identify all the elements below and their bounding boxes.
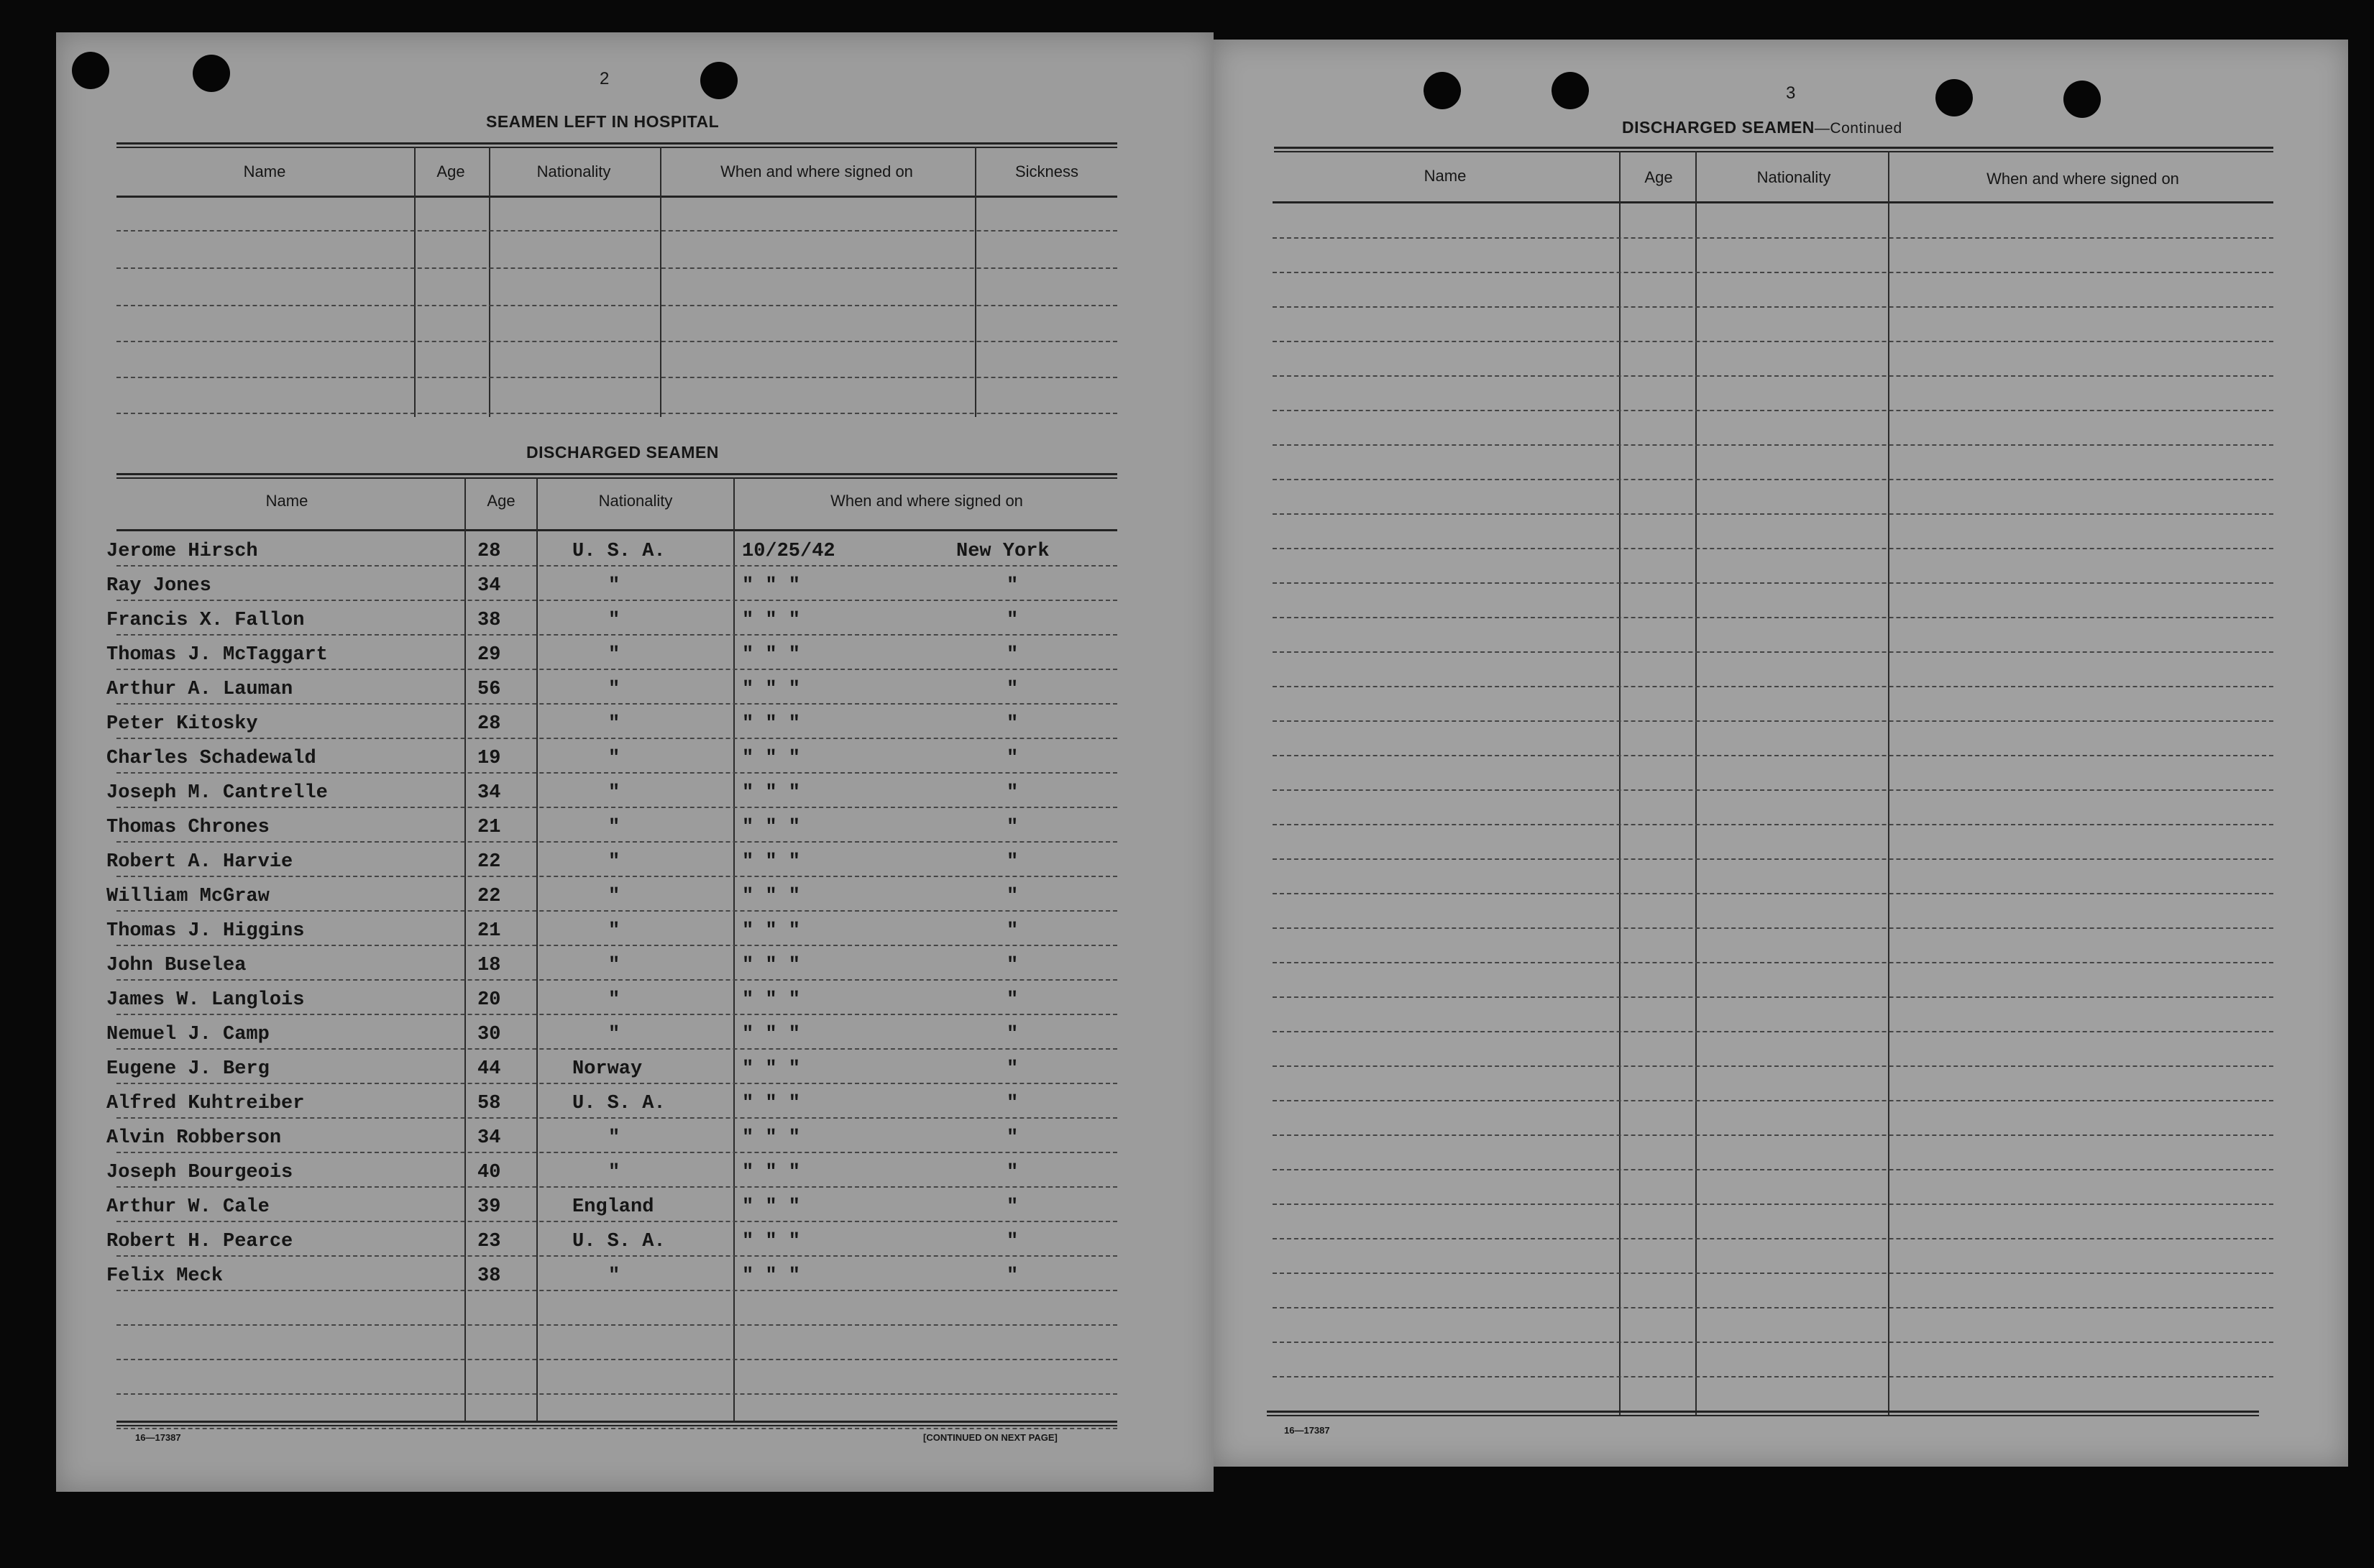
table-row-line bbox=[116, 1221, 1117, 1222]
blank-row-line bbox=[1273, 1376, 2273, 1377]
seaman-age: 20 bbox=[477, 989, 501, 1011]
right-header-rule bbox=[1273, 201, 2273, 203]
seaman-age: 58 bbox=[477, 1093, 501, 1114]
blank-row-line bbox=[1273, 824, 2273, 825]
seaman-age: 22 bbox=[477, 851, 501, 873]
blank-row-line bbox=[1273, 479, 2273, 480]
table-row-line bbox=[116, 1324, 1117, 1326]
seaman-name: Nemuel J. Camp bbox=[106, 1024, 270, 1045]
seaman-nationality: " bbox=[608, 817, 620, 838]
right-top-rule bbox=[1274, 147, 2273, 152]
seaman-nationality: " bbox=[608, 920, 620, 942]
discharged-header-rule bbox=[116, 529, 1117, 531]
hospital-col-nationality: Nationality bbox=[536, 162, 611, 180]
blank-row-line bbox=[1273, 1134, 2273, 1136]
seaman-age: 38 bbox=[477, 610, 501, 631]
blank-row-line bbox=[1273, 893, 2273, 894]
table-row-line bbox=[116, 1014, 1117, 1015]
blank-row-line bbox=[1273, 996, 2273, 998]
seaman-nationality: " bbox=[608, 1024, 620, 1045]
right-bottom-rule bbox=[1267, 1411, 2259, 1416]
signed-on-date: " " " bbox=[742, 1162, 801, 1183]
blank-row-line bbox=[1273, 755, 2273, 756]
blank-row-line bbox=[1273, 341, 2273, 342]
discharged-col-name: Name bbox=[265, 492, 308, 510]
discharged-top-rule bbox=[116, 473, 1117, 479]
blank-row-line bbox=[1273, 582, 2273, 584]
seaman-age: 21 bbox=[477, 817, 501, 838]
seaman-nationality: " bbox=[608, 886, 620, 907]
discharged-divider bbox=[464, 477, 466, 1421]
seaman-nationality: " bbox=[608, 1265, 620, 1287]
seaman-age: 21 bbox=[477, 920, 501, 942]
seaman-nationality: " bbox=[608, 713, 620, 735]
right-title-continued: —Continued bbox=[1814, 120, 1902, 137]
table-row-line bbox=[116, 1152, 1117, 1153]
seaman-nationality: " bbox=[608, 575, 620, 597]
seaman-name: Thomas J. McTaggart bbox=[106, 644, 328, 666]
seaman-age: 29 bbox=[477, 644, 501, 666]
seaman-nationality: " bbox=[608, 748, 620, 769]
seaman-name: Joseph M. Cantrelle bbox=[106, 782, 328, 804]
seaman-name: Alfred Kuhtreiber bbox=[106, 1093, 305, 1114]
seaman-name: Eugene J. Berg bbox=[106, 1058, 270, 1080]
seaman-nationality: " bbox=[608, 679, 620, 700]
hospital-row-line bbox=[116, 267, 1117, 269]
seaman-nationality: " bbox=[608, 1127, 620, 1149]
seaman-nationality: U. S. A. bbox=[572, 541, 666, 562]
seaman-nationality: " bbox=[608, 1162, 620, 1183]
hospital-row-line bbox=[116, 377, 1117, 378]
punch-hole bbox=[72, 52, 109, 89]
hospital-row-line bbox=[116, 413, 1117, 414]
seaman-nationality: U. S. A. bbox=[572, 1231, 666, 1252]
signed-on-date: " " " bbox=[742, 920, 801, 942]
table-row-line bbox=[116, 772, 1117, 774]
hospital-row-line bbox=[116, 341, 1117, 342]
page-number-right: 3 bbox=[1786, 83, 1796, 103]
table-row-line bbox=[116, 876, 1117, 877]
blank-row-line bbox=[1273, 1342, 2273, 1343]
signed-on-date: " " " bbox=[742, 1024, 801, 1045]
signed-on-place: " bbox=[1007, 817, 1019, 838]
signed-on-date: " " " bbox=[742, 575, 801, 597]
signed-on-place: " bbox=[1007, 1231, 1019, 1252]
seaman-nationality: " bbox=[608, 955, 620, 976]
blank-row-line bbox=[1273, 651, 2273, 653]
discharged-col-nationality: Nationality bbox=[598, 492, 673, 510]
signed-on-date: 10/25/42 bbox=[742, 541, 835, 562]
blank-row-line bbox=[1273, 306, 2273, 308]
seaman-name: Thomas J. Higgins bbox=[106, 920, 305, 942]
blank-row-line bbox=[1273, 1307, 2273, 1308]
discharged-col-age: Age bbox=[487, 492, 515, 510]
seaman-name: John Buselea bbox=[106, 955, 247, 976]
punch-hole bbox=[2063, 81, 2101, 118]
blank-row-line bbox=[1273, 858, 2273, 860]
seaman-age: 34 bbox=[477, 1127, 501, 1149]
hospital-col-name: Name bbox=[243, 162, 286, 180]
seaman-name: Charles Schadewald bbox=[106, 748, 316, 769]
footer-code-left: 16—17387 bbox=[135, 1432, 181, 1443]
table-row-line bbox=[116, 634, 1117, 636]
signed-on-place: " bbox=[1007, 748, 1019, 769]
punch-hole bbox=[1552, 72, 1589, 109]
table-row-line bbox=[116, 1428, 1117, 1429]
blank-row-line bbox=[1273, 444, 2273, 446]
signed-on-place: New York bbox=[956, 541, 1050, 562]
seaman-name: James W. Langlois bbox=[106, 989, 305, 1011]
blank-row-line bbox=[1273, 410, 2273, 411]
signed-on-date: " " " bbox=[742, 1231, 801, 1252]
signed-on-place: " bbox=[1007, 644, 1019, 666]
signed-on-date: " " " bbox=[742, 644, 801, 666]
signed-on-place: " bbox=[1007, 1127, 1019, 1149]
signed-on-date: " " " bbox=[742, 748, 801, 769]
table-row-line bbox=[116, 1048, 1117, 1050]
table-row-line bbox=[116, 1255, 1117, 1257]
blank-row-line bbox=[1273, 962, 2273, 963]
right-title-main: DISCHARGED SEAMEN bbox=[1622, 118, 1815, 137]
seaman-nationality: " bbox=[608, 851, 620, 873]
right-page bbox=[1214, 40, 2348, 1467]
table-row-line bbox=[116, 910, 1117, 912]
table-row-line bbox=[116, 841, 1117, 843]
seaman-name: Thomas Chrones bbox=[106, 817, 270, 838]
signed-on-place: " bbox=[1007, 851, 1019, 873]
signed-on-date: " " " bbox=[742, 886, 801, 907]
seaman-name: Robert A. Harvie bbox=[106, 851, 293, 873]
signed-on-place: " bbox=[1007, 1058, 1019, 1080]
right-section-title bbox=[1622, 118, 1902, 137]
table-row-line bbox=[116, 1359, 1117, 1360]
seaman-age: 39 bbox=[477, 1196, 501, 1218]
table-row-line bbox=[116, 1290, 1117, 1291]
signed-on-date: " " " bbox=[742, 1196, 801, 1218]
signed-on-place: " bbox=[1007, 782, 1019, 804]
seaman-name: Alvin Robberson bbox=[106, 1127, 282, 1149]
seaman-name: Ray Jones bbox=[106, 575, 211, 597]
blank-row-line bbox=[1273, 617, 2273, 618]
signed-on-place: " bbox=[1007, 575, 1019, 597]
signed-on-place: " bbox=[1007, 920, 1019, 942]
seaman-name: Arthur W. Cale bbox=[106, 1196, 270, 1218]
seaman-nationality: " bbox=[608, 989, 620, 1011]
signed-on-date: " " " bbox=[742, 1058, 801, 1080]
right-col-signed-on: When and where signed on bbox=[1986, 170, 2179, 188]
signed-on-date: " " " bbox=[742, 713, 801, 735]
table-row-line bbox=[116, 1393, 1117, 1395]
blank-row-line bbox=[1273, 1273, 2273, 1274]
seaman-age: 34 bbox=[477, 782, 501, 804]
seaman-nationality: Norway bbox=[572, 1058, 643, 1080]
hospital-col-signed-on: When and where signed on bbox=[720, 162, 913, 180]
blank-row-line bbox=[1273, 548, 2273, 549]
signed-on-date: " " " bbox=[742, 1127, 801, 1149]
seaman-nationality: U. S. A. bbox=[572, 1093, 666, 1114]
signed-on-date: " " " bbox=[742, 610, 801, 631]
table-row-line bbox=[116, 979, 1117, 981]
seaman-name: Francis X. Fallon bbox=[106, 610, 305, 631]
blank-row-line bbox=[1273, 272, 2273, 273]
table-row-line bbox=[116, 600, 1117, 601]
signed-on-place: " bbox=[1007, 1196, 1019, 1218]
hospital-top-rule bbox=[116, 142, 1117, 148]
seaman-age: 38 bbox=[477, 1265, 501, 1287]
seaman-name: Robert H. Pearce bbox=[106, 1231, 293, 1252]
blank-row-line bbox=[1273, 1065, 2273, 1067]
seaman-name: Peter Kitosky bbox=[106, 713, 258, 735]
blank-row-line bbox=[1273, 686, 2273, 687]
signed-on-place: " bbox=[1007, 1024, 1019, 1045]
seaman-age: 19 bbox=[477, 748, 501, 769]
right-col-age: Age bbox=[1644, 168, 1673, 186]
punch-hole bbox=[1424, 72, 1461, 109]
hospital-row-line bbox=[116, 305, 1117, 306]
signed-on-place: " bbox=[1007, 955, 1019, 976]
table-row-line bbox=[116, 1186, 1117, 1188]
discharged-col-signed-on: When and where signed on bbox=[830, 492, 1023, 510]
blank-row-line bbox=[1273, 1100, 2273, 1101]
table-row-line bbox=[116, 807, 1117, 808]
signed-on-place: " bbox=[1007, 1093, 1019, 1114]
seaman-name: William McGraw bbox=[106, 886, 270, 907]
seaman-age: 40 bbox=[477, 1162, 501, 1183]
signed-on-date: " " " bbox=[742, 817, 801, 838]
blank-row-line bbox=[1273, 1031, 2273, 1032]
table-row-line bbox=[116, 565, 1117, 567]
blank-row-line bbox=[1273, 789, 2273, 791]
signed-on-date: " " " bbox=[742, 782, 801, 804]
table-row-line bbox=[116, 1083, 1117, 1084]
signed-on-date: " " " bbox=[742, 1265, 801, 1287]
blank-row-line bbox=[1273, 375, 2273, 377]
seaman-age: 28 bbox=[477, 713, 501, 735]
signed-on-date: " " " bbox=[742, 1093, 801, 1114]
blank-row-line bbox=[1273, 237, 2273, 239]
hospital-row-line bbox=[116, 230, 1117, 231]
table-row-line bbox=[116, 669, 1117, 670]
seaman-name: Joseph Bourgeois bbox=[106, 1162, 293, 1183]
blank-row-line bbox=[1273, 1238, 2273, 1239]
seaman-age: 56 bbox=[477, 679, 501, 700]
signed-on-place: " bbox=[1007, 679, 1019, 700]
signed-on-place: " bbox=[1007, 610, 1019, 631]
punch-hole bbox=[700, 62, 738, 99]
seaman-age: 22 bbox=[477, 886, 501, 907]
right-col-nationality: Nationality bbox=[1756, 168, 1831, 186]
blank-row-line bbox=[1273, 927, 2273, 929]
seaman-age: 30 bbox=[477, 1024, 501, 1045]
discharged-divider bbox=[733, 477, 735, 1421]
footer-code-right: 16—17387 bbox=[1284, 1425, 1330, 1436]
punch-hole bbox=[193, 55, 230, 92]
signed-on-place: " bbox=[1007, 713, 1019, 735]
signed-on-date: " " " bbox=[742, 989, 801, 1011]
hospital-col-sickness: Sickness bbox=[1014, 162, 1079, 180]
blank-row-line bbox=[1273, 1203, 2273, 1205]
discharged-divider bbox=[536, 477, 538, 1421]
continued-note: [CONTINUED ON NEXT PAGE] bbox=[923, 1432, 1058, 1443]
signed-on-date: " " " bbox=[742, 955, 801, 976]
signed-on-place: " bbox=[1007, 1162, 1019, 1183]
signed-on-place: " bbox=[1007, 886, 1019, 907]
page-number-left: 2 bbox=[600, 69, 610, 88]
hospital-header-rule bbox=[116, 196, 1117, 198]
discharged-bottom-rule bbox=[116, 1421, 1117, 1426]
seaman-age: 28 bbox=[477, 541, 501, 562]
signed-on-date: " " " bbox=[742, 851, 801, 873]
signed-on-place: " bbox=[1007, 989, 1019, 1011]
seaman-nationality: " bbox=[608, 782, 620, 804]
seaman-nationality: " bbox=[608, 610, 620, 631]
hospital-section-title: SEAMEN LEFT IN HOSPITAL bbox=[486, 112, 720, 131]
blank-row-line bbox=[1273, 720, 2273, 722]
blank-row-line bbox=[1273, 513, 2273, 515]
seaman-nationality: " bbox=[608, 644, 620, 666]
table-row-line bbox=[116, 945, 1117, 946]
hospital-col-age: Age bbox=[436, 162, 465, 180]
seaman-age: 44 bbox=[477, 1058, 501, 1080]
table-row-line bbox=[116, 738, 1117, 739]
seaman-name: Jerome Hirsch bbox=[106, 541, 258, 562]
seaman-name: Felix Meck bbox=[106, 1265, 224, 1287]
discharged-section-title: DISCHARGED SEAMEN bbox=[526, 443, 719, 462]
right-col-name: Name bbox=[1424, 167, 1467, 185]
seaman-age: 23 bbox=[477, 1231, 501, 1252]
seaman-age: 18 bbox=[477, 955, 501, 976]
blank-row-line bbox=[1273, 1169, 2273, 1170]
signed-on-place: " bbox=[1007, 1265, 1019, 1287]
seaman-name: Arthur A. Lauman bbox=[106, 679, 293, 700]
table-row-line bbox=[116, 703, 1117, 705]
punch-hole bbox=[1935, 79, 1973, 116]
seaman-nationality: England bbox=[572, 1196, 654, 1218]
seaman-age: 34 bbox=[477, 575, 501, 597]
signed-on-date: " " " bbox=[742, 679, 801, 700]
table-row-line bbox=[116, 1117, 1117, 1119]
